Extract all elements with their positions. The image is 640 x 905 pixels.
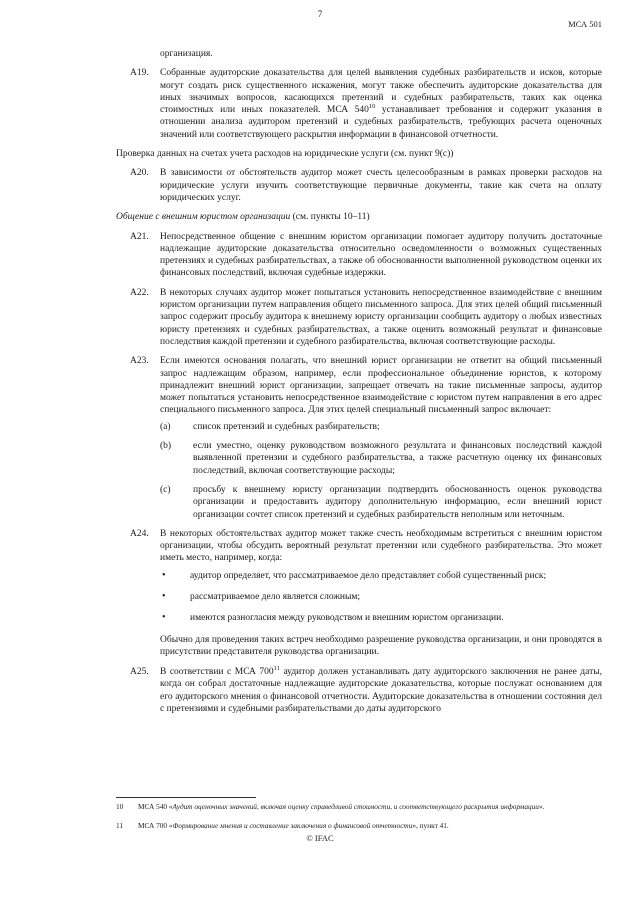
paragraph-a20 <box>116 167 602 204</box>
paragraph-text: Собранные аудиторские доказательства для целей выявления судебных разбирательств и исков, которые могут создать риск существенного искажения, могут также обеспечить аудиторские доказательства для иных значимых вопросов, касающихся претензий и судебных разбирательств, таких как оценка стоимостных или иных показателей. МСА 540 <box>160 68 602 116</box>
footnote-title: Аудит оценочных значений, включая оценку справедливой стоимости, и соответствующего раскрытия информации <box>172 802 539 811</box>
footnote-title: Формирование мнения и составление заключения о финансовой отчетности <box>172 821 413 830</box>
paragraph-text: В некоторых обстоятельствах аудитор может также счесть необходимым встретиться с внешним юристом организации, чтобы обсудить вероятный результат претензии или судебного разбирательства. Это может иметь место, например, когда: <box>160 528 602 564</box>
bullet-item <box>160 612 602 624</box>
paragraph-text: аудитор должен устанавливать дату аудиторского заключения не ранее даты, когда он собрал достаточные надлежащие аудиторские доказательства, которые послужат основанием для его аудиторского мнения о финансовой отчетности. Аудиторские доказательства в отношении состояния дел с претензиями и судебными разбирательствами до даты аудиторского <box>160 667 602 715</box>
section-heading: Проверка данных на счетах учета расходов на юридические услуги (см. пункт 9(с)) <box>116 149 454 160</box>
item-label: (a) <box>160 421 171 432</box>
bullet-text: аудитор определяет, что рассматриваемое дело представляет собой существенный риск; <box>190 570 547 581</box>
paragraph-text: В соответствии с МСА 700 <box>160 667 274 678</box>
bullet-icon: • <box>162 612 166 624</box>
footnote-ref[interactable]: 11 <box>273 665 280 673</box>
footnote-prefix: МСА 700 « <box>138 821 173 830</box>
main-content <box>116 48 602 722</box>
list-item <box>160 484 602 521</box>
list-item <box>160 440 602 477</box>
paragraph-a25 <box>116 666 602 715</box>
paragraph-label: A21. <box>130 231 149 242</box>
footnote-number: 11 <box>116 821 124 830</box>
bullet-icon: • <box>162 569 166 581</box>
section-heading <box>116 211 602 223</box>
paragraph-text: В некоторых случаях аудитор может попытаться установить непосредственное взаимодействие с внешним юристом организации путем направления общего письменного запроса. Для этих целей общий письменный запрос содержит просьбу аудитора к внешнему юристу организации сообщить аудитору о любых известных юристу претензиях и судебных разбирательствах, а также оценить возможный результат и финансовые последствия каждой претензии и судебного разбирательства, включая соответствующие расходы. <box>160 287 602 347</box>
document-code: МСА 501 <box>568 19 602 29</box>
item-label: (c) <box>160 484 171 495</box>
paragraph-label: A19. <box>130 68 149 79</box>
footnote <box>116 802 602 812</box>
footnote-prefix: МСА 540 « <box>138 802 173 811</box>
bullet-text: рассматриваемое дело является сложным; <box>190 591 361 602</box>
paragraph-label: A22. <box>130 287 149 298</box>
heading-italic: Общение с внешним юристом организации <box>116 212 291 223</box>
paragraph-text: В зависимости от обстоятельств аудитор может счесть целесообразным в рамках проверки расходов на юридические услуги изучить соответствующие первичные документы, такие как счета на оплату юридических услуг. <box>160 168 602 203</box>
paragraph-text: устанавливает требования и содержит указания в отношении анализа аудитором претензий и судебных разбирательств, требующих расчета оценочных значений или соответствующего раскрытия информации в финансовой отчетности. <box>160 105 602 140</box>
paragraph-a23 <box>116 355 602 521</box>
item-text: список претензий и судебных разбирательств; <box>193 421 380 432</box>
item-text: просьбу к внешнему юристу организации подтвердить обоснованность оценок руководства организации и предоставить аудитору дополнительную информацию, если внешний юрист организации сочтет список претензий и судебных разбирательств неполным или неточным. <box>193 484 602 520</box>
copyright-footer: © IFAC <box>306 833 334 843</box>
paragraph-note: Обычно для проведения таких встреч необходимо разрешение руководства организации, и они проводятся в присутствии представителя руководства организации. <box>160 634 602 657</box>
bullet-text: имеются разногласия между руководством и внешним юристом организации. <box>190 613 504 624</box>
footnote-divider <box>116 797 256 798</box>
list-item <box>160 421 602 433</box>
paragraph-label: A25. <box>130 667 149 678</box>
footnote-suffix: ». <box>538 802 545 811</box>
bullet-icon: • <box>162 590 166 602</box>
bullet-item <box>160 591 602 603</box>
paragraph-label: A20. <box>130 168 149 179</box>
page-number: 7 <box>317 9 323 19</box>
item-label: (b) <box>160 441 172 452</box>
footnote-suffix: », пункт 41. <box>412 821 449 830</box>
paragraph-label: A23. <box>130 356 149 367</box>
item-text: если уместно, оценку руководством возможного результата и финансовых последствий каждой выявленной претензии и судебного разбирательства, а также расчетную оценку их финансовых последствий, включая соответствующие расходы; <box>193 441 602 476</box>
footnote-ref[interactable]: 10 <box>368 103 376 111</box>
paragraph-continuation: организация. <box>160 49 213 59</box>
paragraph-a22 <box>116 287 602 348</box>
footnote <box>116 821 602 831</box>
paragraph-a24 <box>116 528 602 658</box>
paragraph-text: Непосредственное общение с внешним юристом организации помогает аудитору получить достаточные надлежащие аудиторские доказательства относительно осведомленности о возможных существенных претензиях и судебных разбирательствах, а также об обоснованности выполненной руководством оценки их финансовых последствий, включая судебные издержки. <box>160 231 602 279</box>
bullet-item <box>160 570 602 582</box>
heading-ref: (см. пункты 10–11) <box>290 212 370 223</box>
paragraph-text: Если имеются основания полагать, что внешний юрист организации не ответит на общий письменный запрос надлежащим образом, например, если профессиональное объединение юристов, к которому принадлежит внешний юрист организации, запрещает отвечать на такие письменные запросы, аудитор может попытаться установить непосредственное взаимодействие с юристом путем направления в его адрес специального письменного запроса. Для этих целей специальный письменный запрос включает: <box>160 356 602 416</box>
paragraph-label: A24. <box>130 528 149 539</box>
paragraph-a19 <box>116 67 602 141</box>
paragraph-a21 <box>116 231 602 280</box>
footnote-number: 10 <box>116 802 124 811</box>
